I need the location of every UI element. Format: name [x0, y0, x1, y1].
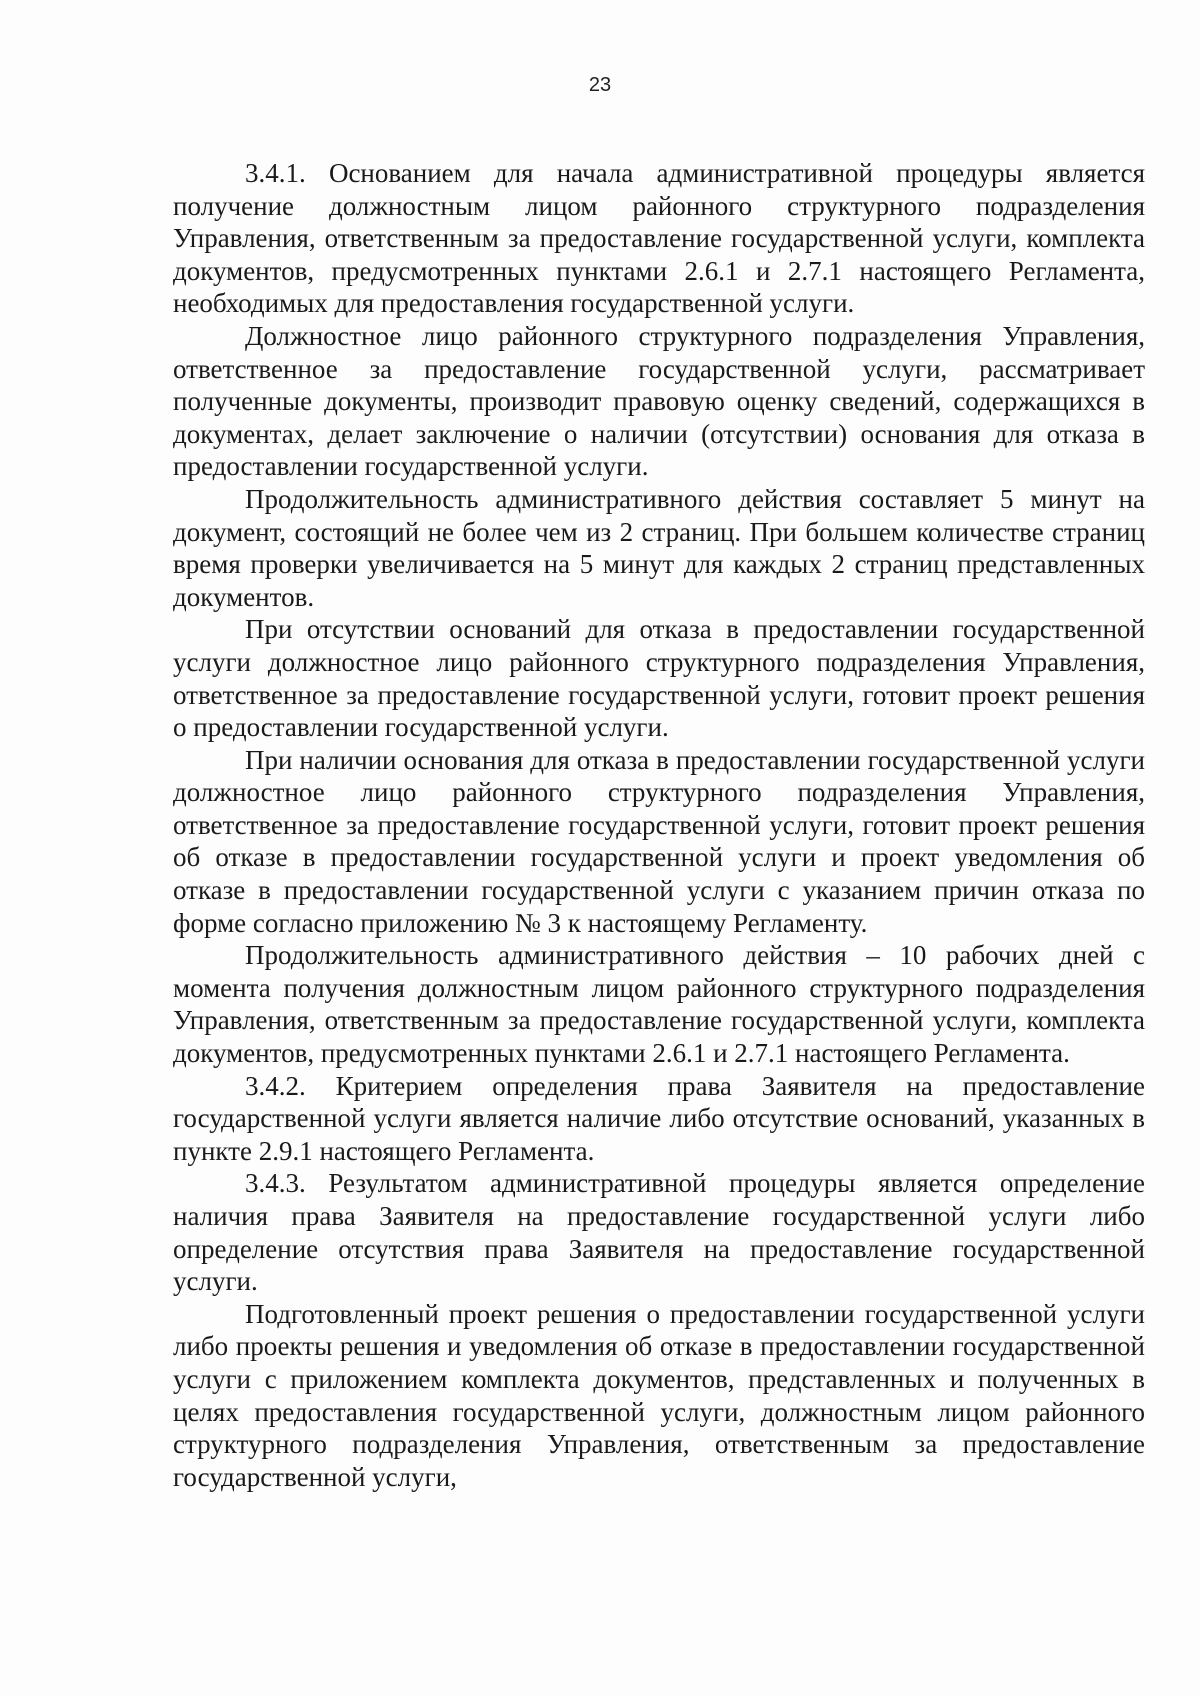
paragraph: При отсутствии оснований для отказа в предоставлении государственной услуги должностное лицо районного структурного подразделения Управления, ответственное за предоставление государственной услуги, готовит проект решения о предоставлении государственной услуги. [173, 614, 1145, 743]
page-number: 23 [588, 74, 612, 96]
paragraph: Продолжительность административного действия составляет 5 минут на документ, состоящий не более чем из 2 страниц. При большем количестве страниц время проверки увеличивается на 5 минут для каждых 2 страниц представленных документов. [173, 483, 1145, 612]
paragraph: Должностное лицо районного структурного подразделения Управления, ответственное за предоставление государственной услуги, рассматривает полученные документы, производит правовую оценку сведений, содержащихся в документах, делает заключение о наличии (отсутствии) основания для отказа в предоставлении государственной услуги. [173, 320, 1145, 482]
paragraph: Продолжительность административного действия – 10 рабочих дней с момента получения должностным лицом районного структурного подразделения Управления, ответственным за предоставление государственной услуги, комплекта документов, предусмотренных пунктами 2.6.1 и 2.7.1 настоящего Регламента. [173, 940, 1145, 1069]
document-body [173, 157, 1145, 1493]
paragraph: 3.4.1. Основанием для начала административной процедуры является получение должностным лицом районного структурного подразделения Управления, ответственным за предоставление государственной услуги, комплекта документов, предусмотренных пунктами 2.6.1 и 2.7.1 настоящего Регламента, необходимых для предоставления государственной услуги. [173, 158, 1145, 319]
paragraph: Подготовленный проект решения о предоставлении государственной услуги либо проекты решения и уведомления об отказе в предоставлении государственной услуги с приложением комплекта документов, представленных и полученных в целях предоставления государственной услуги, должностным лицом районного структурного подразделения Управления, ответственным за предоставление государственной услуги, [173, 1298, 1145, 1492]
paragraph: 3.4.2. Критерием определения права Заявителя на предоставление государственной услуги является наличие либо отсутствие оснований, указанных в пункте 2.9.1 настоящего Регламента. [173, 1070, 1145, 1166]
paragraph: 3.4.3. Результатом административной процедуры является определение наличия права Заявителя на предоставление государственной услуги либо определение отсутствия права Заявителя на предоставление государственной услуги. [173, 1168, 1145, 1297]
paragraph: При наличии основания для отказа в предоставлении государственной услуги должностное лицо районного структурного подразделения Управления, ответственное за предоставление государственной услуги, готовит проект решения об отказе в предоставлении государственной услуги и проект уведомления об отказе в предоставлении государственной услуги с указанием причин отказа по форме согласно приложению № 3 к настоящему Регламенту. [173, 744, 1145, 938]
